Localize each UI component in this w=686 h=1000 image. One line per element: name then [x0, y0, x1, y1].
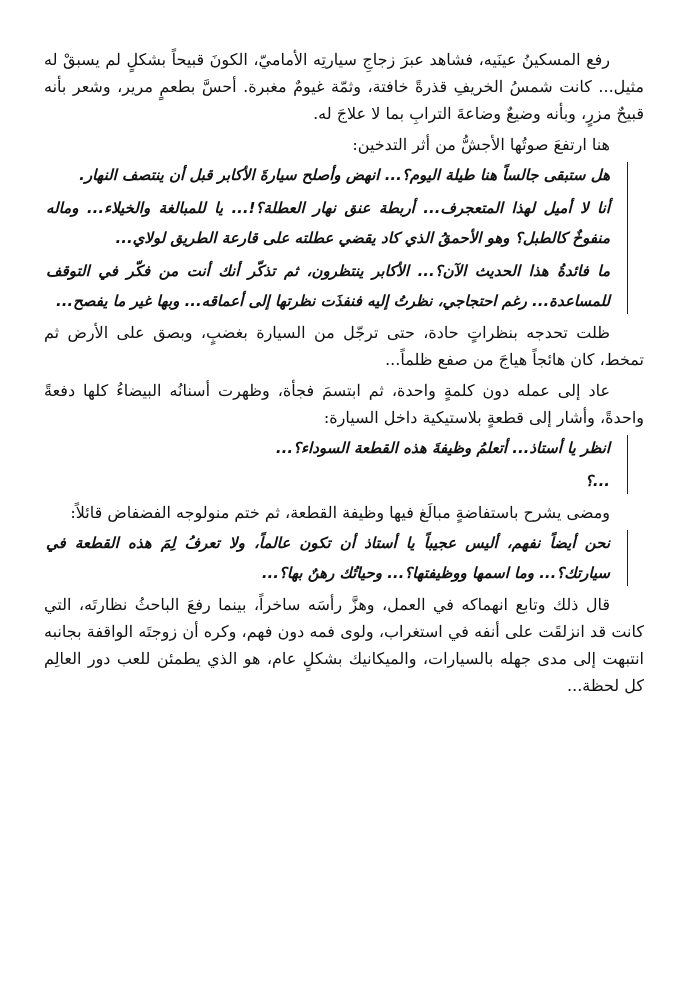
dialogue-bar: [627, 435, 629, 494]
paragraph-5: ومضى يشرح باستفاضةٍ مبالَغ فيها وظيفة القطعة، ثم ختم منولوجه الفضفاض قائلاً:: [70, 503, 610, 522]
dialogue-line: أنا لا أميل لهذا المتعجرف... أربطة عنق نهار العطلة؟!... يا للمبالغة والخيلاء... وماله منفوخٌ كالطبل؟ وهو الأحمقُ الذي كاد يقضي عطلته على قارعة الطريق لولاي...: [46, 199, 610, 247]
dialogue-block-1: [44, 160, 644, 316]
dialogue-block-3: [44, 528, 644, 588]
dialogue-line: انظر يا أستاذ... أتعلمُ وظيفةَ هذه القطعة السوداء؟...: [275, 439, 610, 457]
dialogue-block-2: [44, 433, 644, 496]
dialogue-line: هل ستبقى جالساً هنا طيلة اليوم؟... انهض وأصلح سيارةَ الأكابر قبل أن ينتصف النهار.: [79, 166, 610, 184]
dialogue-line: ...؟: [584, 472, 610, 490]
dialogue-line: ما فائدةُ هذا الحديث الآن؟... الأكابر ينتظرون، ثم تذكّر أنك أنت من فكّر في التوقف للمساعدة... رغم احتجاجي، نظرتُ إليه فنفذَت نظرتها إلى أعماقه... وبها غير ما يفصح...: [46, 262, 610, 310]
dialogue-bar: [627, 162, 629, 314]
dialogue-bar: [627, 530, 629, 586]
paragraph-2: هنا ارتفعَ صوتُها الأجشُّ من أثر التدخين:: [352, 135, 610, 154]
paragraph-6: قال ذلك وتابع انهماكه في العمل، وهزَّ رأسَه ساخراً، بينما رفعَ الباحثُ نظارتَه، التي كانت قد انزلقَت على أنفه في استغراب، ولوى فمه دون فهم، وكره أن زوجتَه الواقفة بجانبه انتبهت إلى مدى جهله بالسيارات، والميكانيك بشكلٍ عام، هو الذي يطمئن للعب دور العالِم كل لحظة...: [44, 595, 645, 695]
dialogue-line: نحن أيضاً نفهم، أليس عجيباً يا أستاذ أن تكون عالماً، ولا تعرفُ لِمَ هذه القطعة في سيارتك؟... وما اسمها ووظيفتها؟... وحياتُك رهنٌ بها؟...: [46, 534, 610, 582]
paragraph-3: ظلت تحدجه بنظراتٍ حادة، حتى ترجّل من السيارة بغضبٍ، وبصق على الأرض ثم تمخط، كان هائجاً هياجَ من صفع ظلماً...: [44, 323, 644, 369]
paragraph-1: رفع المسكينُ عينَيه، فشاهد عبرَ زجاجِ سيارتِه الأماميّ، الكونَ قبيحاً بشكلٍ لم يسبقْ له مثيل... كانت شمسُ الخريفِ قذرةً خافتة، وثمّة غيومٌ مغبرة. أحسَّ بطعمٍ مرير، وشعر بأنه قبيحٌ مزرٍ، وبأنه وضيعٌ وضاعةَ الترابِ بما لا علاجَ له.: [44, 50, 644, 123]
paragraph-4: عاد إلى عمله دون كلمةٍ واحدة، ثم ابتسمَ فجأة، وظهرت أسنانُه البيضاءُ كلها دفعةً واحدةً، وأشار إلى قطعةٍ بلاستيكية داخل السيارة:: [44, 381, 644, 427]
document-page: [44, 46, 644, 699]
